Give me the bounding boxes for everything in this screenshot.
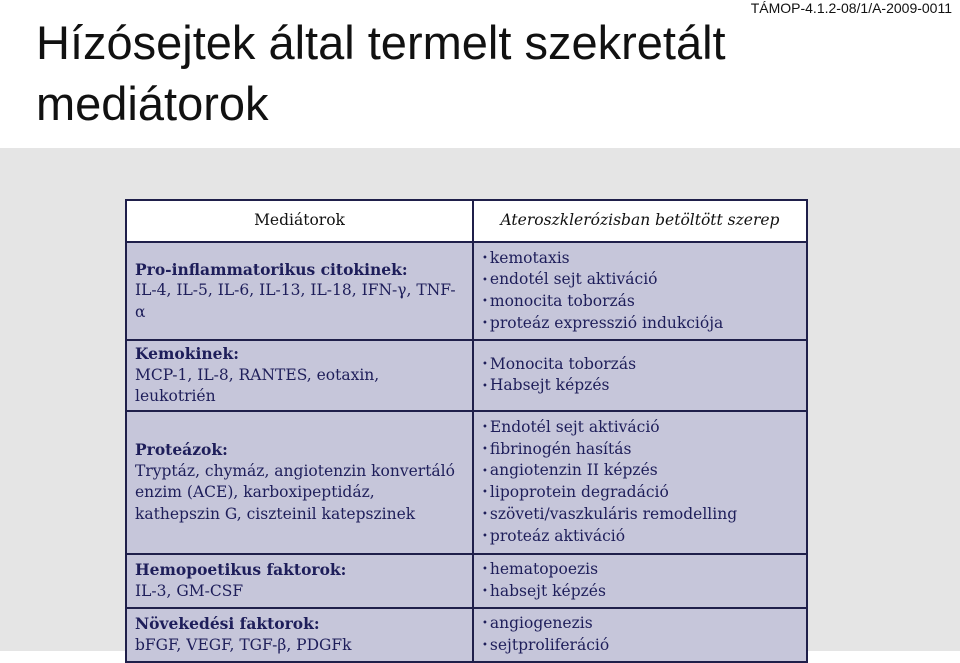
- column-header-mediators: Mediátorok: [126, 200, 473, 242]
- mediator-table: [125, 199, 808, 663]
- role-item: • kemotaxis: [482, 248, 798, 270]
- mediator-desc: IL-4, IL-5, IL-6, IL-13, IL-18, IFN-γ, TNF-α: [135, 281, 456, 321]
- role-cell: [473, 340, 807, 411]
- mediator-cell: [126, 554, 473, 608]
- role-item: • Monocita toborzás: [482, 354, 798, 376]
- role-item: • angiogenezis: [482, 613, 798, 635]
- role-item: • szöveti/vaszkuláris remodelling: [482, 504, 798, 526]
- role-cell: [473, 411, 807, 554]
- role-cell: [473, 608, 807, 662]
- mediator-cell: [126, 242, 473, 340]
- role-item: • lipoprotein degradáció: [482, 482, 798, 504]
- mediator-cell: [126, 340, 473, 411]
- table-row: [126, 554, 807, 608]
- project-code: TÁMOP-4.1.2-08/1/A-2009-0011: [750, 0, 952, 16]
- mediator-cell: [126, 411, 473, 554]
- mediator-desc: MCP-1, IL-8, RANTES, eotaxin, leukotrién: [135, 365, 380, 405]
- role-item: • habsejt képzés: [482, 581, 798, 603]
- role-item: • fibrinogén hasítás: [482, 439, 798, 461]
- role-cell: [473, 554, 807, 608]
- table-row: [126, 340, 807, 411]
- page-title: Hízósejtek által termelt szekretált mediátorok: [36, 16, 726, 130]
- table-row: [126, 411, 807, 554]
- role-item: • proteáz aktiváció: [482, 526, 798, 548]
- role-item: • angiotenzin II képzés: [482, 460, 798, 482]
- role-item: • Endotél sejt aktiváció: [482, 417, 798, 439]
- role-item: • endotél sejt aktiváció: [482, 269, 798, 291]
- table-header-row: [126, 200, 807, 242]
- mediator-desc: Tryptáz, chymáz, angiotenzin konvertáló enzim (ACE), karboxipeptidáz, kathepszin G, ciszteinil katepszinek: [135, 461, 455, 523]
- mediator-desc: bFGF, VEGF, TGF-β, PDGFk: [135, 635, 352, 654]
- role-cell: [473, 242, 807, 340]
- table-row: [126, 608, 807, 662]
- column-header-role: Ateroszklerózisban betöltött szerep: [473, 200, 807, 242]
- role-item: • sejtproliferáció: [482, 635, 798, 657]
- mediator-title: Kemokinek:: [135, 344, 239, 363]
- mediator-title: Hemopoetikus faktorok:: [135, 560, 347, 579]
- mediator-title: Növekedési faktorok:: [135, 614, 320, 633]
- mediator-title: Proteázok:: [135, 440, 228, 459]
- role-item: • proteáz expresszió indukciója: [482, 313, 798, 335]
- header: [0, 0, 960, 148]
- mediator-desc: IL-3, GM-CSF: [135, 581, 244, 600]
- role-item: • Habsejt képzés: [482, 375, 798, 397]
- mediator-title: Pro-inflammatorikus citokinek:: [135, 259, 408, 279]
- role-item: • hematopoezis: [482, 559, 798, 581]
- table-row: [126, 242, 807, 340]
- role-item: • monocita toborzás: [482, 291, 798, 313]
- mediator-cell: [126, 608, 473, 662]
